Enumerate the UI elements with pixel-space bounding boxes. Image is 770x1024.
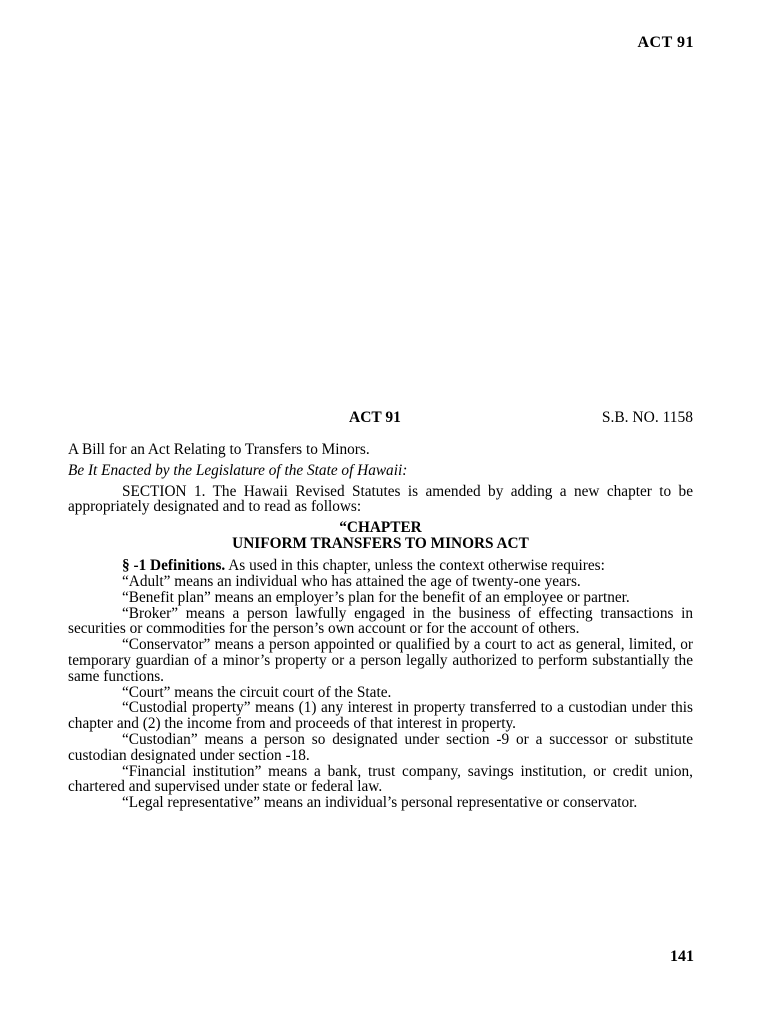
act-number: ACT 91 [349,409,401,426]
chapter-heading-line-1: “CHAPTER [339,519,422,537]
act-header [68,409,693,429]
definitions-intro [68,558,693,574]
bill-title: A Bill for an Act Relating to Transfers to Minors. [68,441,370,458]
chapter-heading [68,520,693,552]
definition-legal-representative: “Legal representative” means an individual’s personal representative or conservator. [122,794,638,812]
section-1-text: SECTION 1. The Hawaii Revised Statutes is amended by adding a new chapter to be appropriately designated and to read as follows: [68,482,693,516]
definition-financial-institution: “Financial institution” means a bank, trust company, savings institution, or credit union, chartered and supervised under state or federal law. [68,762,693,796]
definition-benefit-plan: “Benefit plan” means an employer’s plan for the benefit of an employee or partner. [122,588,630,606]
running-head: ACT 91 [637,34,694,51]
definition-custodial-property: “Custodial property” means (1) any interest in property transferred to a custodian under this chapter and (2) the income from and proceeds of that interest in property. [68,699,693,733]
page-number: 141 [670,948,694,965]
definitions-intro-text: As used in this chapter, unless the context otherwise requires: [225,557,605,575]
bill-number: S.B. NO. 1158 [601,409,693,426]
definition-custodian: “Custodian” means a person so designated under section -9 or a successor or substitute custodian designated under section -18. [68,730,693,764]
definition-court: “Court” means the circuit court of the State. [122,683,392,701]
definition-broker: “Broker” means a person lawfully engaged in the business of effecting transactions in securities or commodities for the person’s own account or for the account of others. [68,604,693,638]
definition-conservator: “Conservator” means a person appointed or qualified by a court to act as general, limited, or temporary guardian of a minor’s property or a person legally authorized to perform substantially the same functions. [68,636,693,685]
definitions-heading: § -1 Definitions. [122,557,226,575]
enacting-clause: Be It Enacted by the Legislature of the State of Hawaii: [68,461,408,479]
definition-adult: “Adult” means an individual who has attained the age of twenty-one years. [122,572,581,590]
statute-body [68,442,693,811]
chapter-heading-line-2: UNIFORM TRANSFERS TO MINORS ACT [232,535,529,553]
